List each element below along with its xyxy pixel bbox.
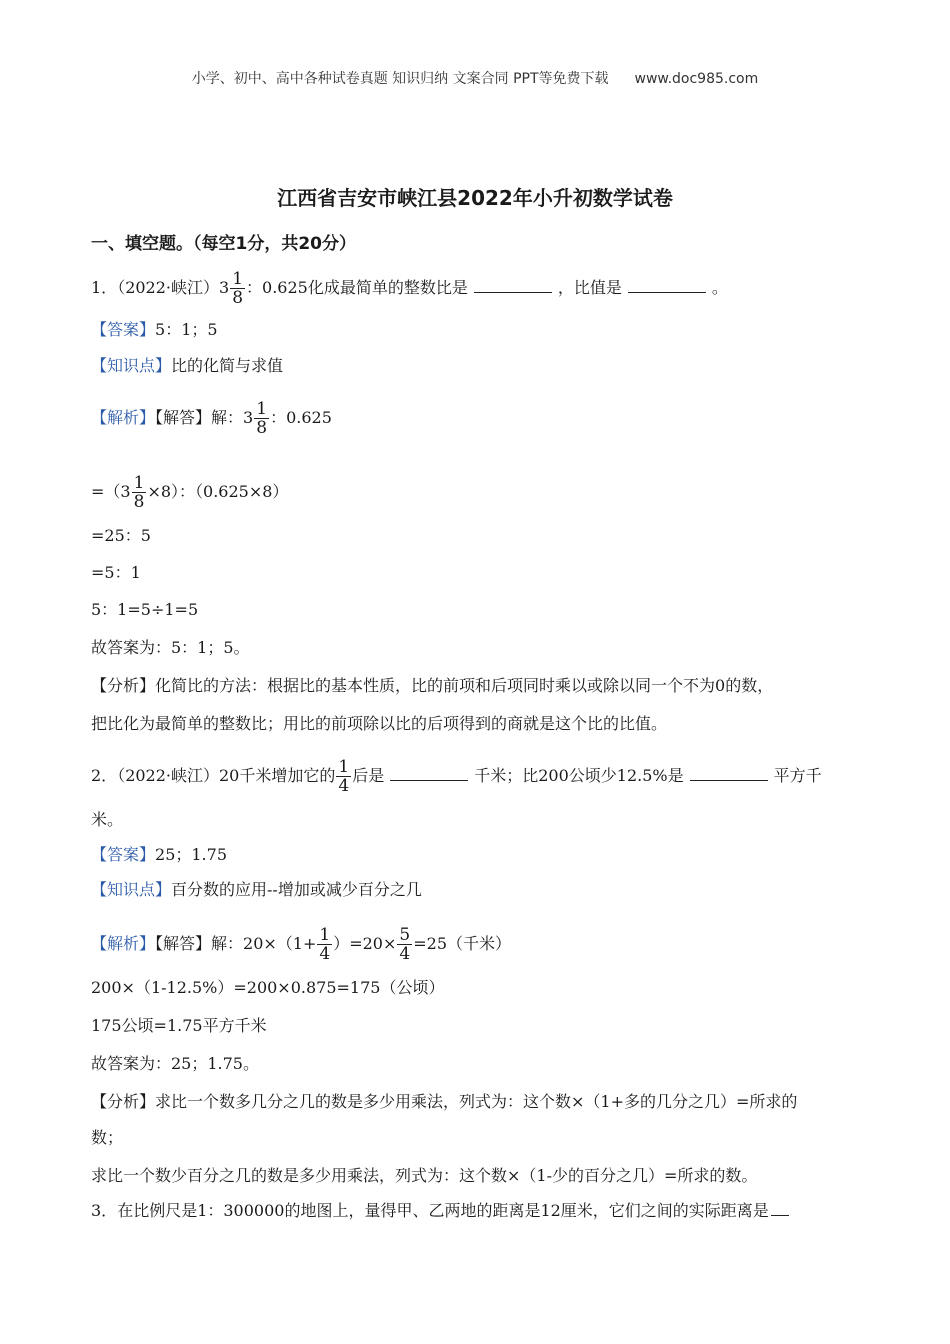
q1-explain-1: 化简比的方法：根据比的基本性质，比的前项和后项同时乘以或除以同一个不为0的数，	[155, 676, 774, 695]
q1-sol-intro: 解：	[211, 408, 244, 427]
q1-answer: 5：1；5	[155, 320, 218, 339]
q1-blank-2	[628, 276, 706, 293]
q2-stem-d: 平方千	[773, 766, 822, 785]
q1-knowledge-label: 【知识点】	[91, 356, 172, 375]
q1-answer-label: 【答案】	[91, 320, 156, 339]
q2-sol-fraction-1	[317, 926, 332, 963]
q2-analysis-label: 【解析】	[91, 934, 156, 953]
header-text: 小学、初中、高中各种试卷真题 知识归纳 文案合同 PPT等免费下载	[191, 71, 609, 87]
question-3-stem	[91, 1199, 861, 1223]
q1-l2-fraction	[132, 474, 147, 511]
q1-final-answer: 故答案为：5：1；5。	[91, 638, 250, 657]
q2-explain-line-1	[91, 1090, 861, 1114]
q1-solution-line-1	[91, 400, 861, 437]
q1-explain-line-1	[91, 674, 861, 698]
q1-answer-line	[91, 318, 861, 342]
q3-stem: 在比例尺是1：300000的地图上，量得甲、乙两地的距离是12厘米，它们之间的实际距离是	[117, 1201, 769, 1220]
q2-solution-line-1	[91, 926, 861, 963]
q1-l2-pre: =（	[91, 482, 121, 501]
q2-solve-label: 【解答】	[155, 934, 212, 953]
q1-knowledge: 比的化简与求值	[171, 356, 284, 375]
q2-explain-1: 求比一个数多几分之几的数是多少用乘法，列式为：这个数×（1+多的几分之几）=所求的	[155, 1092, 798, 1111]
q1-knowledge-line	[91, 354, 861, 378]
q2-stem-a: 20千米增加它的	[219, 766, 336, 785]
q2-answer-label: 【答案】	[91, 845, 156, 864]
q1-fraction	[230, 270, 245, 307]
q1-solve-label: 【解答】	[155, 408, 212, 427]
q1-sol-fraction-num: 1	[256, 399, 268, 419]
q2-explain-label: 【分析】	[91, 1092, 156, 1111]
q2-stem-c: 千米；比200公顷少12.5%是	[474, 766, 684, 785]
q1-stem-b: ，比值是	[557, 278, 622, 297]
page-header	[0, 68, 950, 88]
q2-sol-fraction-2-num: 5	[399, 925, 411, 945]
q2-sol-b: ）=20×	[333, 934, 397, 953]
q2-blank-2	[690, 764, 768, 781]
q1-sol-fraction-den: 8	[256, 418, 268, 438]
q1-solution-line-4: =5：1	[91, 563, 141, 582]
q2-solution-line-3: 175公顷=1.75平方千米	[91, 1016, 267, 1035]
q2-sol-fraction-2	[397, 926, 412, 963]
q1-solution-line-3: =25：5	[91, 526, 151, 545]
q1-l2-post: ×8）：（0.625×8）	[147, 482, 289, 501]
q1-stem-a: ：0.625化成最简单的整数比是	[246, 278, 468, 297]
q1-fraction-den: 8	[232, 288, 244, 308]
q2-sol-c: =25（千米）	[413, 934, 512, 953]
q1-whole: 3	[219, 278, 230, 297]
q2-number: 2．	[91, 766, 118, 785]
q2-answer-line	[91, 843, 861, 867]
q1-sol-whole: 3	[243, 408, 254, 427]
q2-stem-b: 后是	[352, 766, 385, 785]
q2-sol-fraction-1-num: 1	[319, 925, 331, 945]
q2-fraction-num: 1	[338, 757, 350, 777]
q2-answer: 25；1.75	[155, 845, 228, 864]
q3-blank	[771, 1199, 789, 1216]
q2-knowledge: 百分数的应用--增加或减少百分之几	[171, 880, 422, 899]
q1-analysis-label: 【解析】	[91, 408, 156, 427]
q1-source: （2022·峡江）	[117, 278, 219, 297]
q2-final-answer: 故答案为：25；1.75。	[91, 1054, 259, 1073]
q2-fraction-den: 4	[338, 776, 350, 796]
q1-solution-line-5: 5：1=5÷1=5	[91, 600, 199, 619]
q2-sol-a: 解：20×（1+	[211, 934, 317, 953]
q1-solution-line-2	[91, 474, 861, 511]
q2-blank-1	[390, 764, 468, 781]
section-heading: 一、填空题。（每空1分，共20分）	[91, 234, 356, 254]
q1-stem-c: 。	[711, 278, 728, 297]
q1-blank-1	[474, 276, 552, 293]
header-site-link[interactable]: www.doc985.com	[634, 71, 759, 87]
q3-number: 3．	[91, 1201, 118, 1220]
question-1-stem	[91, 270, 861, 307]
q1-explain-label: 【分析】	[91, 676, 156, 695]
question-2-stem	[91, 758, 861, 795]
q2-knowledge-line	[91, 878, 861, 902]
exam-title: 江西省吉安市峡江县2022年小升初数学试卷	[277, 186, 673, 210]
q2-solution-line-2: 200×（1-12.5%）=200×0.875=175（公顷）	[91, 978, 445, 997]
q2-explain-line-2: 数；	[91, 1128, 124, 1147]
q1-sol-a: ：0.625	[270, 408, 332, 427]
q1-sol-fraction	[254, 400, 269, 437]
q2-source: （2022·峡江）	[117, 766, 219, 785]
q1-number: 1．	[91, 278, 118, 297]
q2-knowledge-label: 【知识点】	[91, 880, 172, 899]
q1-l2-fraction-den: 8	[133, 492, 145, 512]
q2-stem-continued: 米。	[91, 810, 124, 829]
q2-sol-fraction-1-den: 4	[319, 944, 331, 964]
q1-l2-whole: 3	[120, 482, 131, 501]
q1-fraction-num: 1	[232, 269, 244, 289]
q1-l2-fraction-num: 1	[133, 473, 145, 493]
q2-sol-fraction-2-den: 4	[399, 944, 411, 964]
q2-fraction	[336, 758, 351, 795]
q1-explain-line-2: 把比化为最简单的整数比；用比的前项除以比的后项得到的商就是这个比的比值。	[91, 714, 668, 733]
q2-explain-line-3: 求比一个数少百分之几的数是多少用乘法，列式为：这个数×（1-少的百分之几）=所求的数。	[91, 1166, 758, 1185]
